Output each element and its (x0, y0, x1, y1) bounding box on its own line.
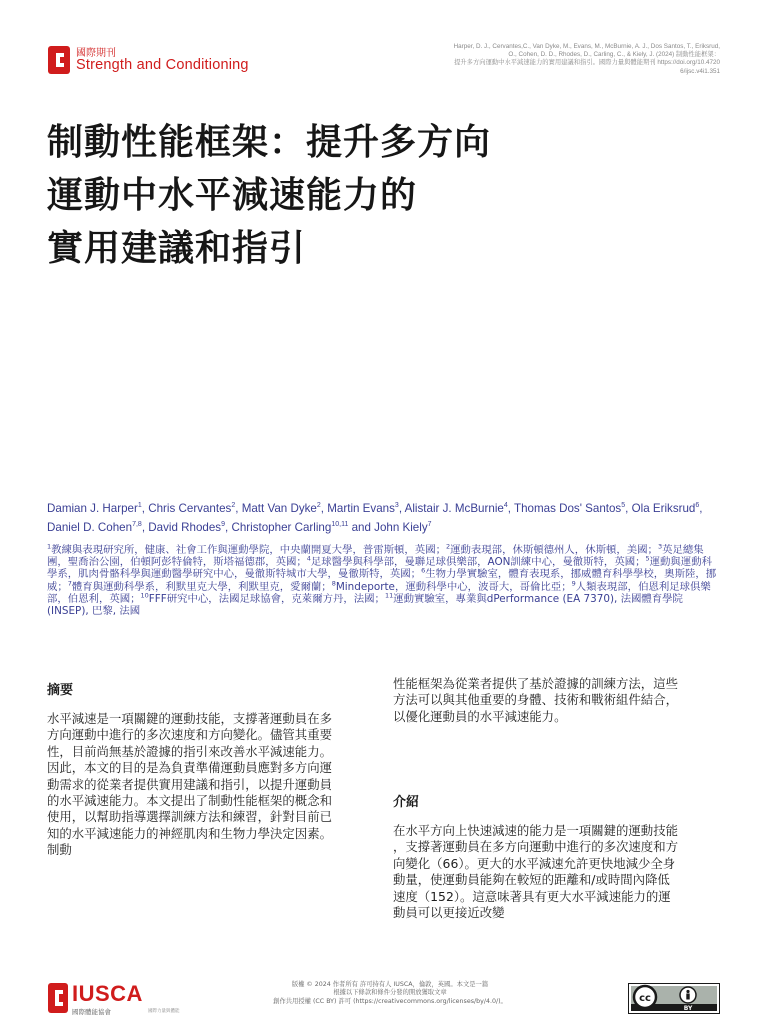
intro-line: 速度（152）。這意味著具有更大水平減速能力的運 (393, 888, 671, 904)
abstract-line: 因此，本文的目的是為負責準備運動員應對多方向運 (47, 760, 332, 776)
abstract-line: 動需求的從業者提供實用建議和指引，以提升運動員 (47, 776, 332, 792)
license-notice (250, 981, 530, 1006)
affiliation-text: FFF研究中心，法國足球協會，克萊爾方丹，法國； (148, 592, 385, 605)
article-title (47, 116, 687, 275)
author-name: Matt Van Dyke (241, 502, 317, 515)
abstract-heading: 摘要 (47, 683, 74, 698)
iusca-wordmark: IUSCA (72, 981, 143, 1006)
abstract-line: 制動 (47, 842, 72, 858)
citation-line: O., Cohen, D. D., Rhodes, D., Carling, C., & Kiely, J. (2024) 制動性能框架： (508, 51, 720, 59)
abstract-line: 方向運動中進行的多次速度和方向變化。儘管其重要 (47, 727, 332, 743)
intro-line: 動量，使運動員能夠在較短的距離和/或時間內降低 (393, 872, 670, 888)
intro-line: 動員可以更接近改變 (393, 905, 505, 921)
title-line: 運動中水平減速能力的 (47, 175, 418, 216)
intro-line: 在水平方向上快速減速的能力是一項關鍵的運動技能 (393, 823, 678, 838)
author-name: Martin Evans (327, 502, 395, 515)
author-affiliation-mark: 3 (394, 502, 399, 510)
title-line: 制動性能框架：提升多方向 (47, 122, 492, 163)
abstract-line: 性，目前尚無基於證據的指引來改善水平減速能力。 (47, 743, 332, 759)
author-affiliation-mark: 10,11 (331, 521, 349, 529)
affiliation-text: 運動表現部，休斯頓德州人，休斯頓，美國； (450, 544, 658, 556)
affiliation-text: 運動與運動科學系，肌肉骨骼科學與運動醫學研究中心，曼徹斯特城市大學，曼徹斯特，英國； (47, 556, 712, 581)
affiliation-mark: 11 (384, 591, 394, 600)
author-affiliation-mark: 2 (231, 502, 236, 510)
author-name: David Rhodes (148, 521, 222, 534)
author-name: Chris Cervantes (148, 502, 232, 515)
author-name: Alistair J. McBurnie (404, 502, 504, 515)
affiliation-mark: 3 (657, 542, 663, 551)
affiliation-mark: 10 (140, 591, 149, 600)
author-affiliation-mark: 2 (316, 502, 321, 510)
iusca-logo-icon (48, 983, 68, 1013)
author-affiliation-mark: 7 (427, 521, 432, 529)
intro-line: 向變化（66）。更大的水平減速允許更快地減少全身 (393, 855, 676, 871)
abstract-line: 水平減速是一項關鍵的運動技能，支撐著運動員在多 (47, 711, 332, 726)
affiliation-mark: 7 (67, 579, 72, 588)
journal-logo-icon (48, 46, 70, 74)
intro-text (393, 823, 723, 921)
iusca-subtitle: 國際體能協會 (72, 1008, 111, 1016)
affiliation-mark: 6 (421, 566, 426, 575)
abstract-line: 知的水平減速能力的神經肌肉和生物力學決定因素。 (47, 825, 332, 841)
license-line: 創作共用授權 (CC BY) 許可 (https://creativecommons.org/licenses/by/4.0/)。 (273, 997, 507, 1005)
title-line: 實用建議和指引 (47, 228, 307, 269)
author-name: Christopher Carling (231, 521, 332, 534)
author-affiliation-mark: 4 (503, 502, 508, 510)
journal-name-en: Strength and Conditioning (76, 57, 249, 73)
iusca-mini-label: 國際力量與體能 (148, 1009, 180, 1014)
author-affiliation-mark: 5 (621, 502, 626, 510)
affiliation-mark: 8 (331, 579, 336, 588)
cc-by-license-icon[interactable] (628, 983, 720, 1014)
intro-heading: 介紹 (393, 795, 420, 810)
author-affiliation-mark: 9 (221, 521, 225, 529)
cc-label: cc (639, 993, 651, 1004)
affiliation-text: 運動實驗室，專業與dPerformance (EA 7370), 法國體育學院 (INSEP), 巴黎, 法國 (47, 592, 683, 618)
abstract-continued (393, 676, 723, 725)
abstract-line: 性能框架為從業者提供了基於證據的訓練方法，這些 (393, 676, 678, 691)
author-name: Ola Eriksrud (631, 502, 696, 515)
author-list: Damian J. Harper$^1$, Chris Cervantes$^2$, Matt Van Dyke$^2$, Martin Evans$^3$, Alistair J. McBurnie$^4$, Thomas Dos' Santos$^5$, Ola Eriksrud$^6$, Daniel D. Cohen$^{7,8}$, David Rhodes$^9$, Christopher Carling$^{10,11}$ and John Kiely$^7$ (47, 502, 703, 534)
author-name: Thomas Dos' Santos (513, 502, 622, 515)
author-name: Damian J. Harper (47, 502, 138, 515)
affiliation-list (47, 544, 717, 617)
affiliation-mark: 9 (571, 579, 576, 588)
author-affiliation-mark: 7,8 (132, 521, 142, 529)
affiliation-mark: 2 (445, 542, 451, 551)
license-line: 根據以下條款和條件分發的開放獲取文章 (333, 989, 447, 997)
license-line: 版權 © 2024 作者所有 許可持有人 IUSCA，倫敦，英國。本文是一篇 (291, 981, 489, 988)
citation-line: Harper, D. J., Cervantes,C., Van Dyke, M., Evans, M., McBurnie, A. J., Dos Santos, T., Eriksrud, (453, 43, 720, 50)
affiliation-text: Mindeporte，運動科學中心，波哥大，哥倫比亞； (335, 580, 572, 593)
author-affiliation-mark: 6 (695, 502, 700, 510)
citation-block (420, 43, 720, 76)
by-label: BY (683, 1005, 693, 1012)
affiliation-text: 人類表現部，伯恩利足球俱樂部，伯恩利，英國； (47, 580, 711, 605)
affiliation-text: 體育與運動科學系，利默里克大學，利默里克，愛爾蘭； (71, 580, 332, 593)
abstract-line: 的水平減速能力。本文提出了制動性能框架的概念和 (47, 793, 332, 809)
affiliation-text: 教練與表現研究所，健康、社會工作與運動學院，中央蘭開夏大學，普雷斯頓，英國； (51, 544, 446, 556)
author-name: Daniel D. Cohen (47, 521, 133, 534)
citation-line: 6/ijsc.v4i1.351 (680, 67, 720, 75)
affiliation-text: 足球醫學與科學部，曼聯足球俱樂部，AON訓練中心，曼徹斯特，英國； (310, 556, 646, 569)
abstract-line: 以優化運動員的水平減速能力。 (393, 708, 567, 724)
intro-line: ，支撐著運動員在多方向運動中進行的多次速度和方 (393, 839, 678, 855)
abstract-line: 方法可以與其他重要的身體、技術和戰術組件結合， (393, 692, 678, 708)
affiliation-mark: 1 (47, 542, 52, 551)
affiliation-text: 英足總集團，聖喬治公園，伯頓阿彭特倫特，斯塔福德郡，英國； (47, 544, 704, 569)
affiliation-mark: 4 (306, 554, 311, 563)
citation-line: 提升多方向運動中水平減速能力的實用建議和指引。國際力量與體能期刊 https://doi.org/10.4720 (454, 59, 720, 67)
author-affiliation-mark: 1 (137, 502, 142, 510)
affiliation-text: 生物力學實驗室，體育表現系，挪威體育科學學校，奧斯陸，挪威； (47, 568, 717, 593)
abstract-text (47, 711, 375, 859)
author-name: John Kiely (374, 521, 428, 534)
journal-name-cn: 國際期刊 (76, 48, 116, 59)
abstract-line: 使用，以幫助指導選擇訓練方法和練習，針對目前已 (47, 809, 332, 825)
affiliation-mark: 5 (645, 554, 650, 563)
